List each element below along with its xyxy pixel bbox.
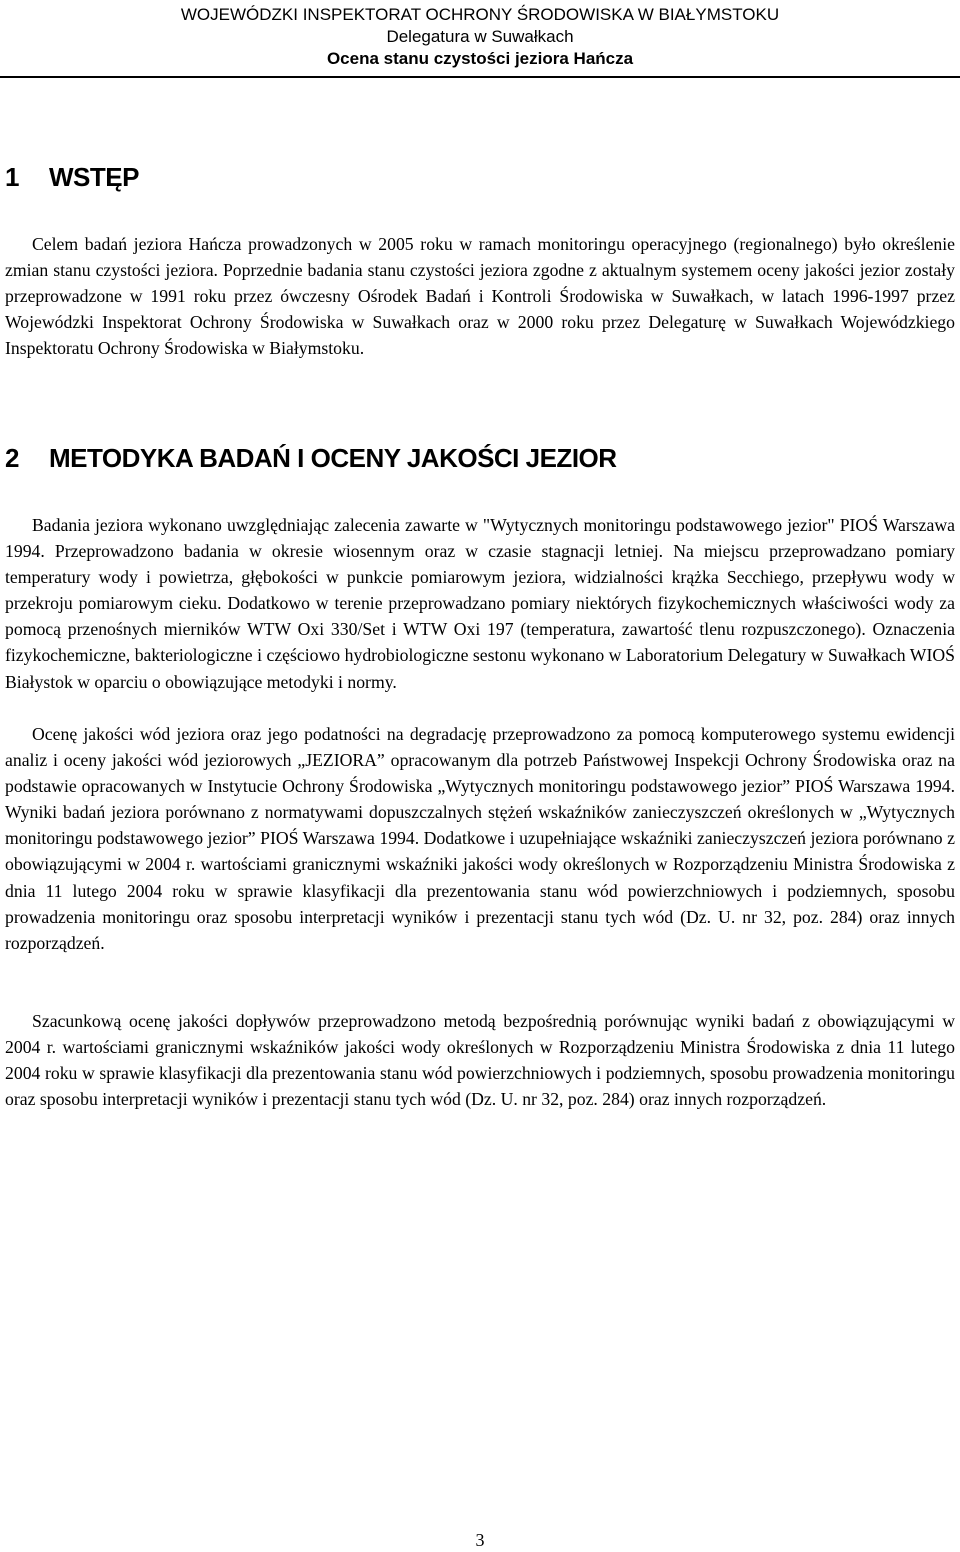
header-divider (0, 76, 960, 78)
section-number: 1 (5, 162, 19, 192)
introduction-paragraph: Celem badań jeziora Hańcza prowadzonych w 2005 roku w ramach monitoringu operacyjnego (regionalnego) było określenie zmian stanu czystości jeziora. Poprzednie badania stanu czystości jeziora zgodne z aktualnym systemem oceny jakości jezior zostały przeprowadzone w 1991 roku przez ówczesny Ośrodek Badań i Kontroli Środowiska w Suwałkach, w latach 1996-1997 przez Wojewódzki Inspektorat Ochrony Środowiska w Suwałkach oraz w 2000 roku przez Delegaturę w Suwałkach Wojewódzkiego Inspektoratu Ochrony Środowiska w Białymstoku. (5, 234, 955, 359)
methodology-paragraph-2: Ocenę jakości wód jeziora oraz jego podatności na degradację przeprowadzono za pomocą komputerowego systemu ewidencji analiz i oceny jakości wód jeziorowych „JEZIORA” opracowanym dla potrzeb Państwowej Inspekcji Ochrony Środowiska oraz na podstawie opracowanych w Instytucie Ochrony Środowiska „Wytycznych monitoringu podstawowego jezior” PIOŚ Warszawa 1994. Wyniki badań jeziora porównano z normatywami dopuszczalnych stężeń wskaźników zanieczyszczeń określonych w „Wytycznych monitoringu podstawowego jezior” PIOŚ Warszawa 1994. Dodatkowe i uzupełniające wskaźniki zanieczyszczeń jeziora porównano z obowiązującymi w 2004 r. wartościami granicznymi wskaźniki jakości wody określonych w Rozporządzeniu Ministra Środowiska z dnia 11 lutego 2004 roku w sprawie klasyfikacji dla prezentowania stanu wód powierzchniowych i podziemnych, sposobu prowadzenia monitoringu oraz sposobu interpretacji wyników i prezentacji stanu tych wód (Dz. U. nr 32, poz. 284) oraz innych rozporządzeń. (5, 724, 955, 953)
methodology-paragraph-3: Szacunkową ocenę jakości dopływów przeprowadzono metodą bezpośrednią porównując wyniki badań z obowiązującymi w 2004 r. wartościami granicznymi wskaźników jakości wody określonych w Rozporządzeniu Ministra Środowiska z dnia 11 lutego 2004 roku w sprawie klasyfikacji dla prezentowania stanu wód powierzchniowych i podziemnych, sposobu prowadzenia monitoringu oraz sposobu interpretacji wyników i prezentacji stanu tych wód (Dz. U. nr 32, poz. 284) oraz innych rozporządzeń. (5, 1011, 955, 1110)
header-report-title: Ocena stanu czystości jeziora Hańcza (326, 49, 634, 68)
page-number: 3 (475, 1530, 485, 1550)
section-title: WSTĘP (49, 162, 139, 192)
document-header (0, 4, 960, 70)
section-title: METODYKA BADAŃ I OCENY JAKOŚCI JEZIOR (49, 443, 617, 473)
header-institution: WOJEWÓDZKI INSPEKTORAT OCHRONY ŚRODOWISKA W BIAŁYMSTOKU (180, 5, 780, 24)
header-branch: Delegatura w Suwałkach (386, 27, 574, 46)
section-number: 2 (5, 443, 19, 473)
section-heading-methodology (5, 443, 617, 474)
section-heading-introduction (5, 162, 139, 193)
methodology-paragraph-1: Badania jeziora wykonano uwzględniając zalecenia zawarte w "Wytycznych monitoringu podstawowego jezior" PIOŚ Warszawa 1994. Przeprowadzono badania w okresie wiosennym oraz w czasie stagnacji letniej. Na miejscu przeprowadzano pomiary temperatury wody i powietrza, głębokości w punkcie pomiarowym jeziora, widzialności krążka Secchiego, przepływu wody w przekroju pomiarowym cieku. Dodatkowo w terenie przeprowadzano pomiary niektórych fizykochemicznych właściwości wody za pomocą przenośnych mierników WTW Oxi 330/Set i WTW Oxi 197 (temperatura, zawartość tlenu rozpuszczonego). Oznaczenia fizykochemiczne, bakteriologiczne i częściowo hydrobiologiczne sestonu wykonano w Laboratorium Delegatury w Suwałkach WIOŚ Białystok w oparciu o obowiązujące metodyki i normy. (5, 515, 955, 692)
